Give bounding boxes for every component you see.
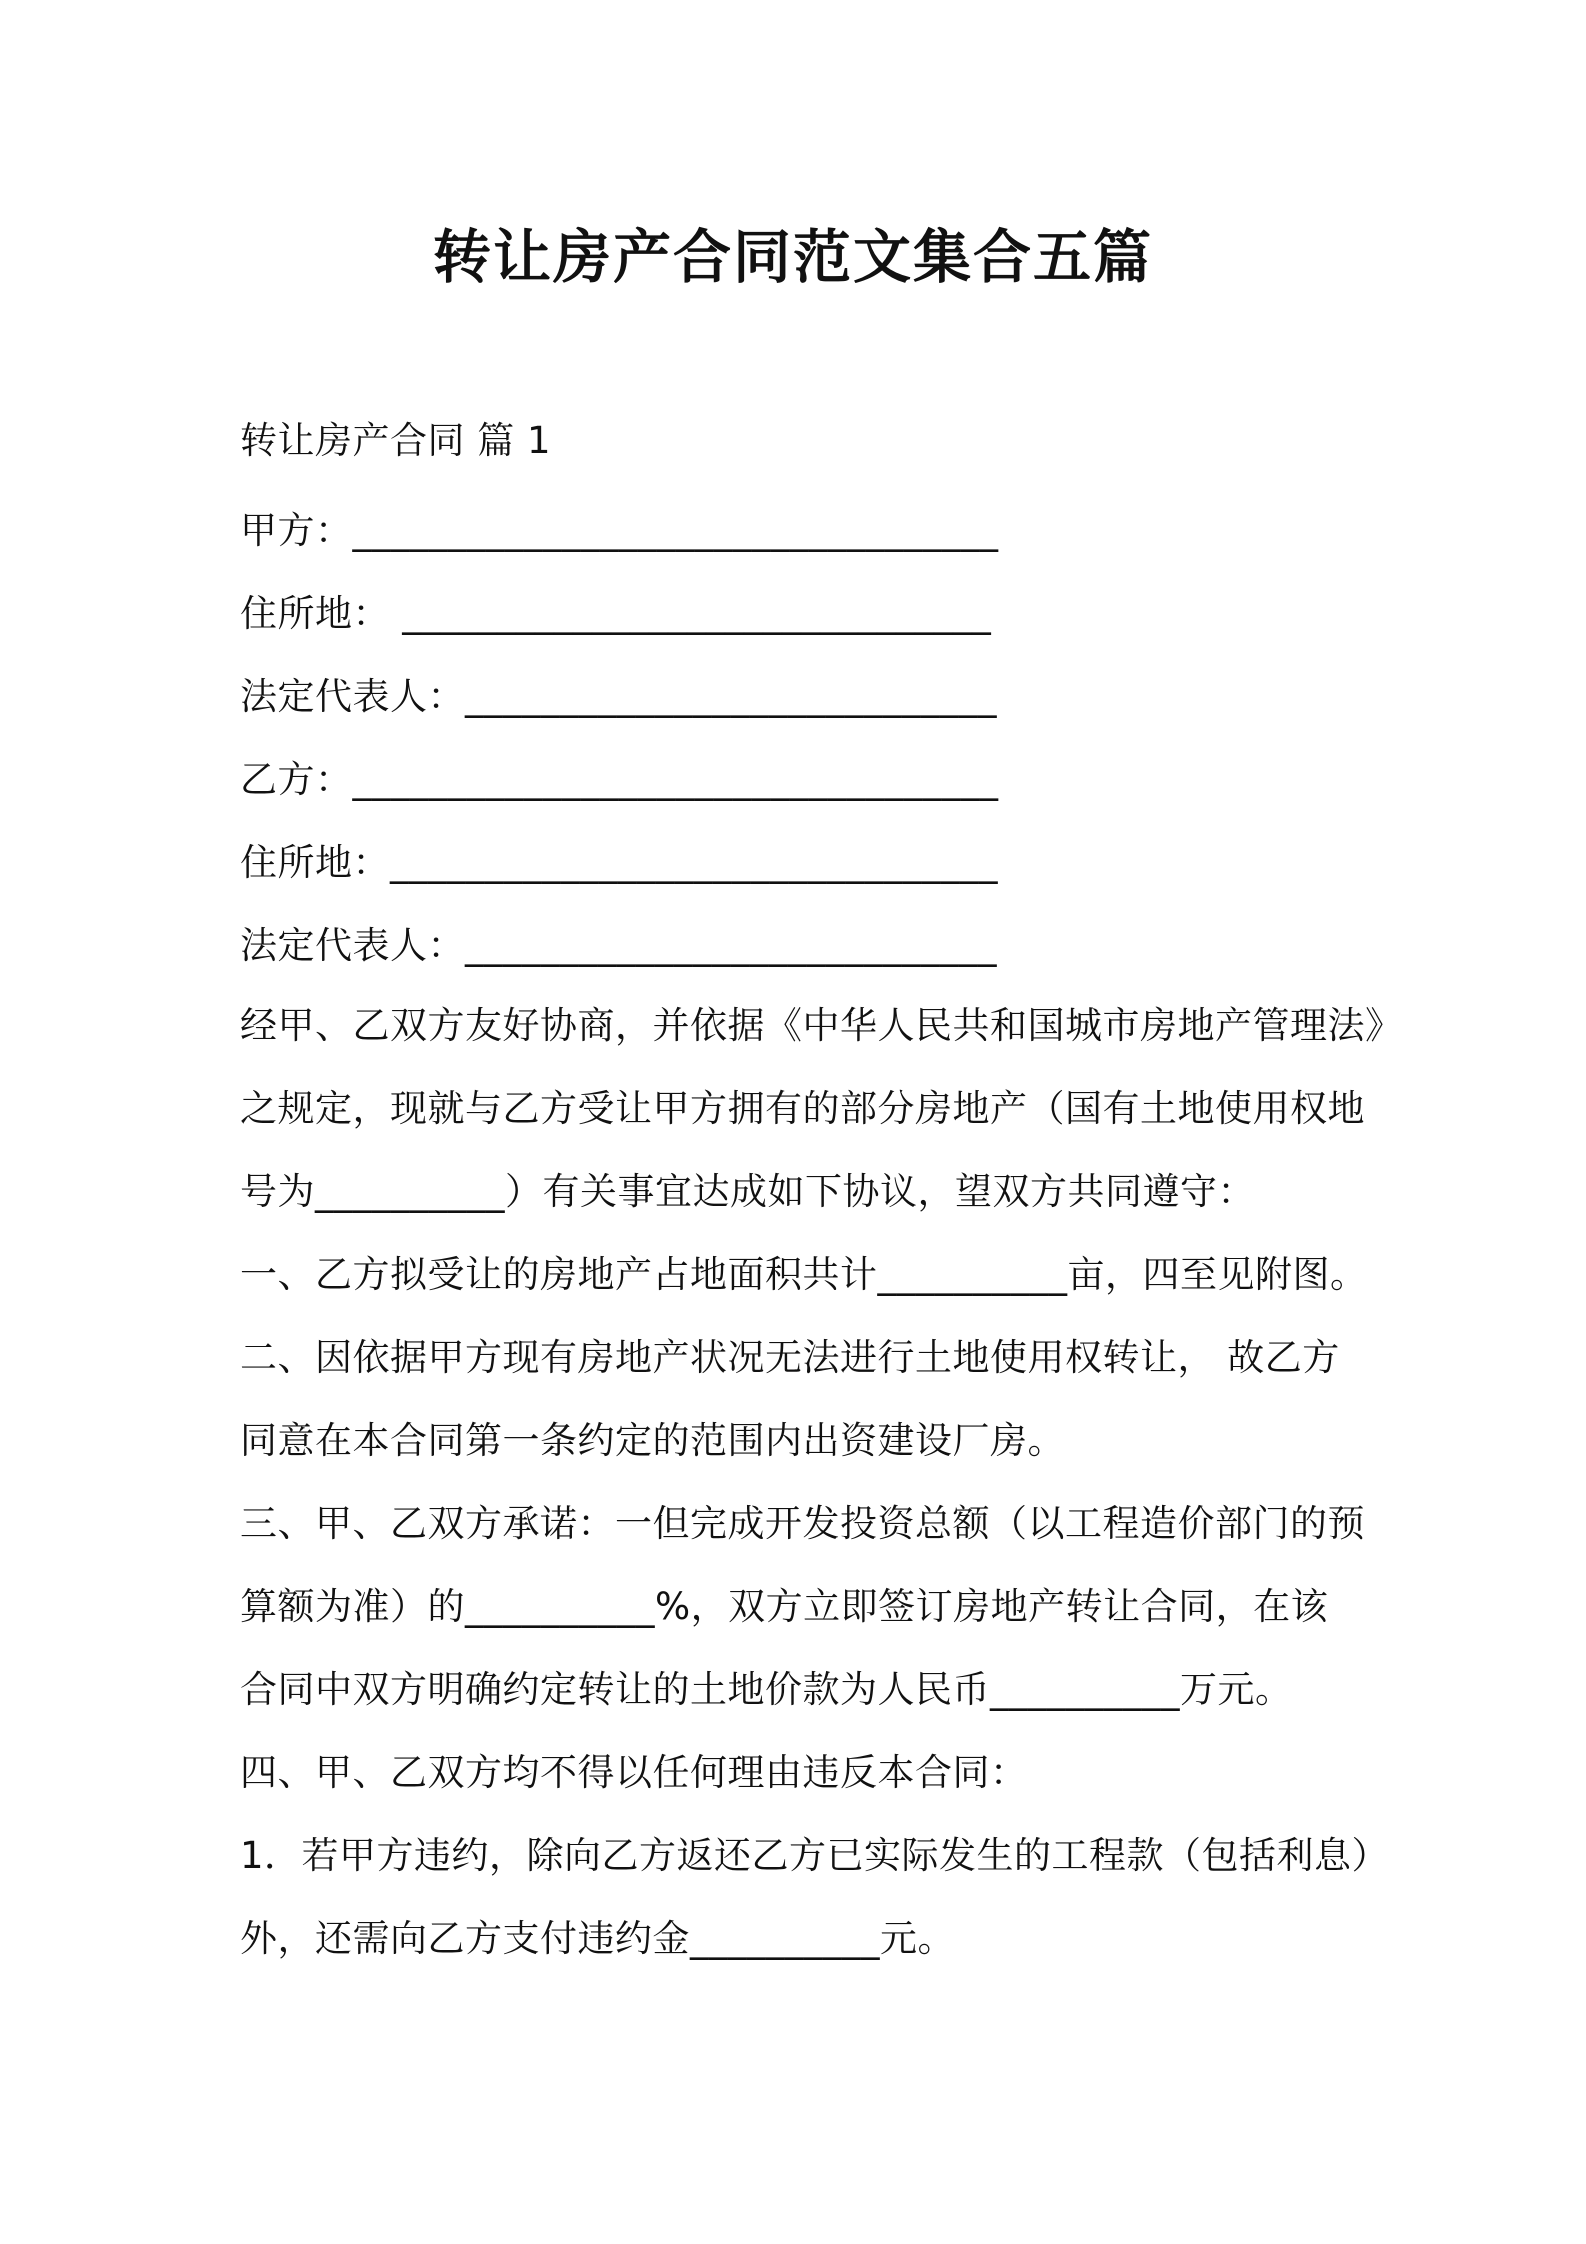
- party-b-address-field: 住所地：________________________________: [240, 841, 998, 884]
- clause-4: 四、甲、乙双方均不得以任何理由违反本合同：: [240, 1751, 1028, 1794]
- clause-4-item-1-continued: 外，还需向乙方支付违约金__________元。: [240, 1917, 955, 1960]
- body-line: 号为__________）有关事宜达成如下协议，望双方共同遵守：: [240, 1170, 1255, 1213]
- clause-4-item-1: 1．若甲方违约，除向乙方返还乙方已实际发生的工程款（包括利息）: [240, 1834, 1390, 1877]
- party-b-representative-field: 法定代表人：____________________________: [240, 924, 997, 967]
- clause-3-continued: 算额为准）的__________%，双方立即签订房地产转让合同，在该: [240, 1585, 1329, 1628]
- party-a-field: 甲方：__________________________________: [240, 509, 999, 552]
- body-line: 之规定，现就与乙方受让甲方拥有的部分房地产（国有土地使用权地: [240, 1087, 1365, 1130]
- clause-3-continued: 合同中双方明确约定转让的土地价款为人民币__________万元。: [240, 1668, 1293, 1711]
- body-line: 经甲、乙双方友好协商，并依据《中华人民共和国城市房地产管理法》: [240, 1004, 1403, 1047]
- party-b-field: 乙方：__________________________________: [240, 758, 999, 801]
- clause-3: 三、甲、乙双方承诺：一但完成开发投资总额（以工程造价部门的预: [240, 1502, 1365, 1545]
- party-a-representative-field: 法定代表人：____________________________: [240, 675, 997, 718]
- section-heading: 转让房产合同 篇 1: [240, 419, 552, 462]
- party-a-address-field: 住所地： _______________________________: [240, 592, 992, 635]
- clause-2-continued: 同意在本合同第一条约定的范围内出资建设厂房。: [240, 1419, 1065, 1462]
- document-title: 转让房产合同范文集合五篇: [432, 223, 1153, 291]
- clause-2: 二、因依据甲方现有房地产状况无法进行土地使用权转让， 故乙方: [240, 1336, 1340, 1379]
- clause-1: 一、乙方拟受让的房地产占地面积共计__________亩，四至见附图。: [240, 1253, 1368, 1296]
